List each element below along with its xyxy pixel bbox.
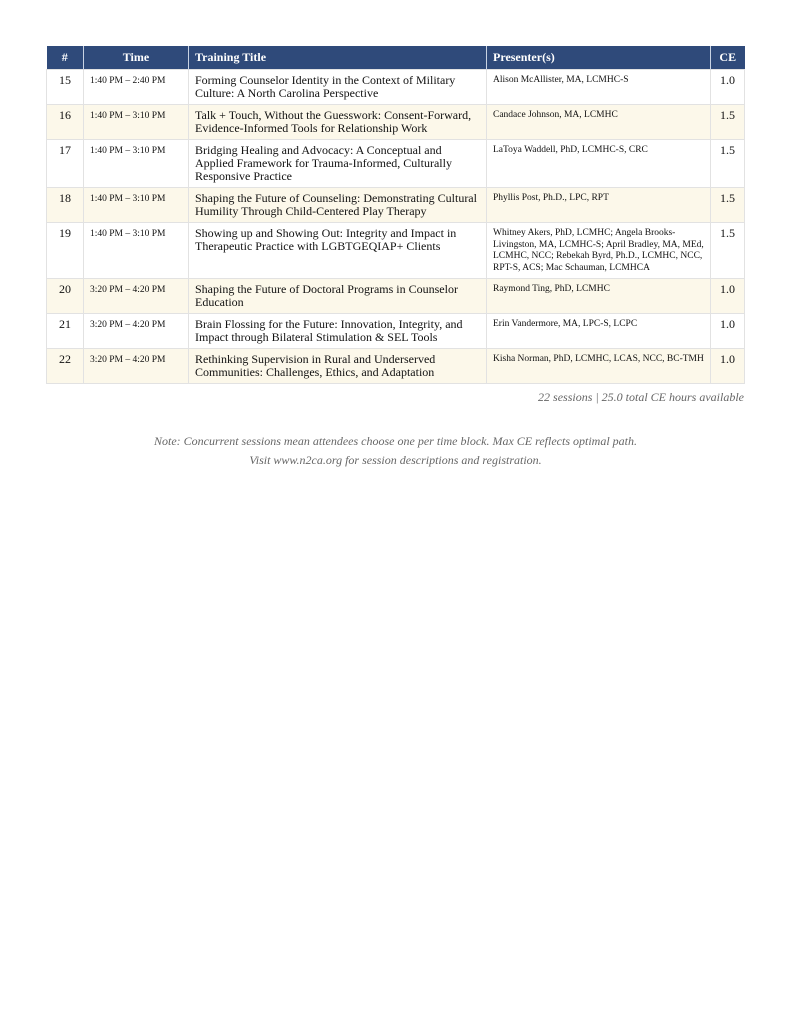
session-time: 1:40 PM – 3:10 PM: [84, 140, 189, 188]
session-presenter: Candace Johnson, MA, LCMHC: [487, 105, 711, 140]
col-header-title: Training Title: [189, 46, 487, 70]
sessions-table: [46, 46, 745, 384]
session-number: 19: [47, 223, 84, 279]
table-row: [47, 105, 745, 140]
session-time: 1:40 PM – 3:10 PM: [84, 188, 189, 223]
col-header-time: Time: [84, 46, 189, 70]
col-header-number: #: [47, 46, 84, 70]
session-time: 1:40 PM – 3:10 PM: [84, 223, 189, 279]
session-title: Brain Flossing for the Future: Innovation, Integrity, and Impact through Bilateral Stimulation & SEL Tools: [189, 314, 487, 349]
session-presenter: Kisha Norman, PhD, LCMHC, LCAS, NCC, BC-TMH: [487, 349, 711, 384]
session-ce: 1.0: [711, 314, 745, 349]
session-number: 16: [47, 105, 84, 140]
session-time: 3:20 PM – 4:20 PM: [84, 314, 189, 349]
session-number: 17: [47, 140, 84, 188]
table-row: [47, 188, 745, 223]
session-title: Rethinking Supervision in Rural and Underserved Communities: Challenges, Ethics, and Adaptation: [189, 349, 487, 384]
session-ce: 1.0: [711, 349, 745, 384]
session-ce: 1.0: [711, 279, 745, 314]
sessions-summary: 22 sessions | 25.0 total CE hours available: [538, 390, 744, 404]
session-title: Shaping the Future of Counseling: Demonstrating Cultural Humility Through Child-Centered Play Therapy: [189, 188, 487, 223]
session-presenter: Raymond Ting, PhD, LCMHC: [487, 279, 711, 314]
session-title: Talk + Touch, Without the Guesswork: Consent-Forward, Evidence-Informed Tools for Relationship Work: [189, 105, 487, 140]
table-row: [47, 140, 745, 188]
registration-note: Visit www.n2ca.org for session descriptions and registration.: [249, 453, 542, 467]
session-title: Forming Counselor Identity in the Context of Military Culture: A North Carolina Perspective: [189, 70, 487, 105]
session-number: 15: [47, 70, 84, 105]
session-presenter: Phyllis Post, Ph.D., LPC, RPT: [487, 188, 711, 223]
table-row: [47, 70, 745, 105]
session-time: 3:20 PM – 4:20 PM: [84, 279, 189, 314]
session-ce: 1.5: [711, 188, 745, 223]
table-row: [47, 279, 745, 314]
session-presenter: Erin Vandermore, MA, LPC-S, LCPC: [487, 314, 711, 349]
session-title: Showing up and Showing Out: Integrity and Impact in Therapeutic Practice with LGBTGEQIAP+ Clients: [189, 223, 487, 279]
session-ce: 1.5: [711, 105, 745, 140]
concurrent-sessions-note: Note: Concurrent sessions mean attendees choose one per time block. Max CE reflects optimal path.: [153, 434, 638, 448]
session-title: Bridging Healing and Advocacy: A Conceptual and Applied Framework for Trauma-Informed, Culturally Responsive Practice: [189, 140, 487, 188]
schedule-section: [46, 46, 744, 405]
session-title: Shaping the Future of Doctoral Programs in Counselor Education: [189, 279, 487, 314]
footer-notes: [0, 432, 791, 470]
col-header-presenter: Presenter(s): [487, 46, 711, 70]
session-ce: 1.5: [711, 223, 745, 279]
session-time: 1:40 PM – 3:10 PM: [84, 105, 189, 140]
col-header-ce: CE: [711, 46, 745, 70]
session-presenter: Whitney Akers, PhD, LCMHC; Angela Brooks-Livingston, MA, LCMHC-S; April Bradley, MA, MEd, LCMHC, NCC; Rebekah Byrd, Ph.D., LCMHC, NCC, RPT-S, ACS; Mac Schauman, LCMHCA: [487, 223, 711, 279]
session-ce: 1.0: [711, 70, 745, 105]
table-row: [47, 349, 745, 384]
session-number: 21: [47, 314, 84, 349]
session-ce: 1.5: [711, 140, 745, 188]
session-number: 20: [47, 279, 84, 314]
session-number: 22: [47, 349, 84, 384]
session-number: 18: [47, 188, 84, 223]
table-header-row: [47, 46, 745, 70]
table-row: [47, 314, 745, 349]
table-row: [47, 223, 745, 279]
session-presenter: LaToya Waddell, PhD, LCMHC-S, CRC: [487, 140, 711, 188]
session-presenter: Alison McAllister, MA, LCMHC-S: [487, 70, 711, 105]
session-time: 1:40 PM – 2:40 PM: [84, 70, 189, 105]
session-time: 3:20 PM – 4:20 PM: [84, 349, 189, 384]
